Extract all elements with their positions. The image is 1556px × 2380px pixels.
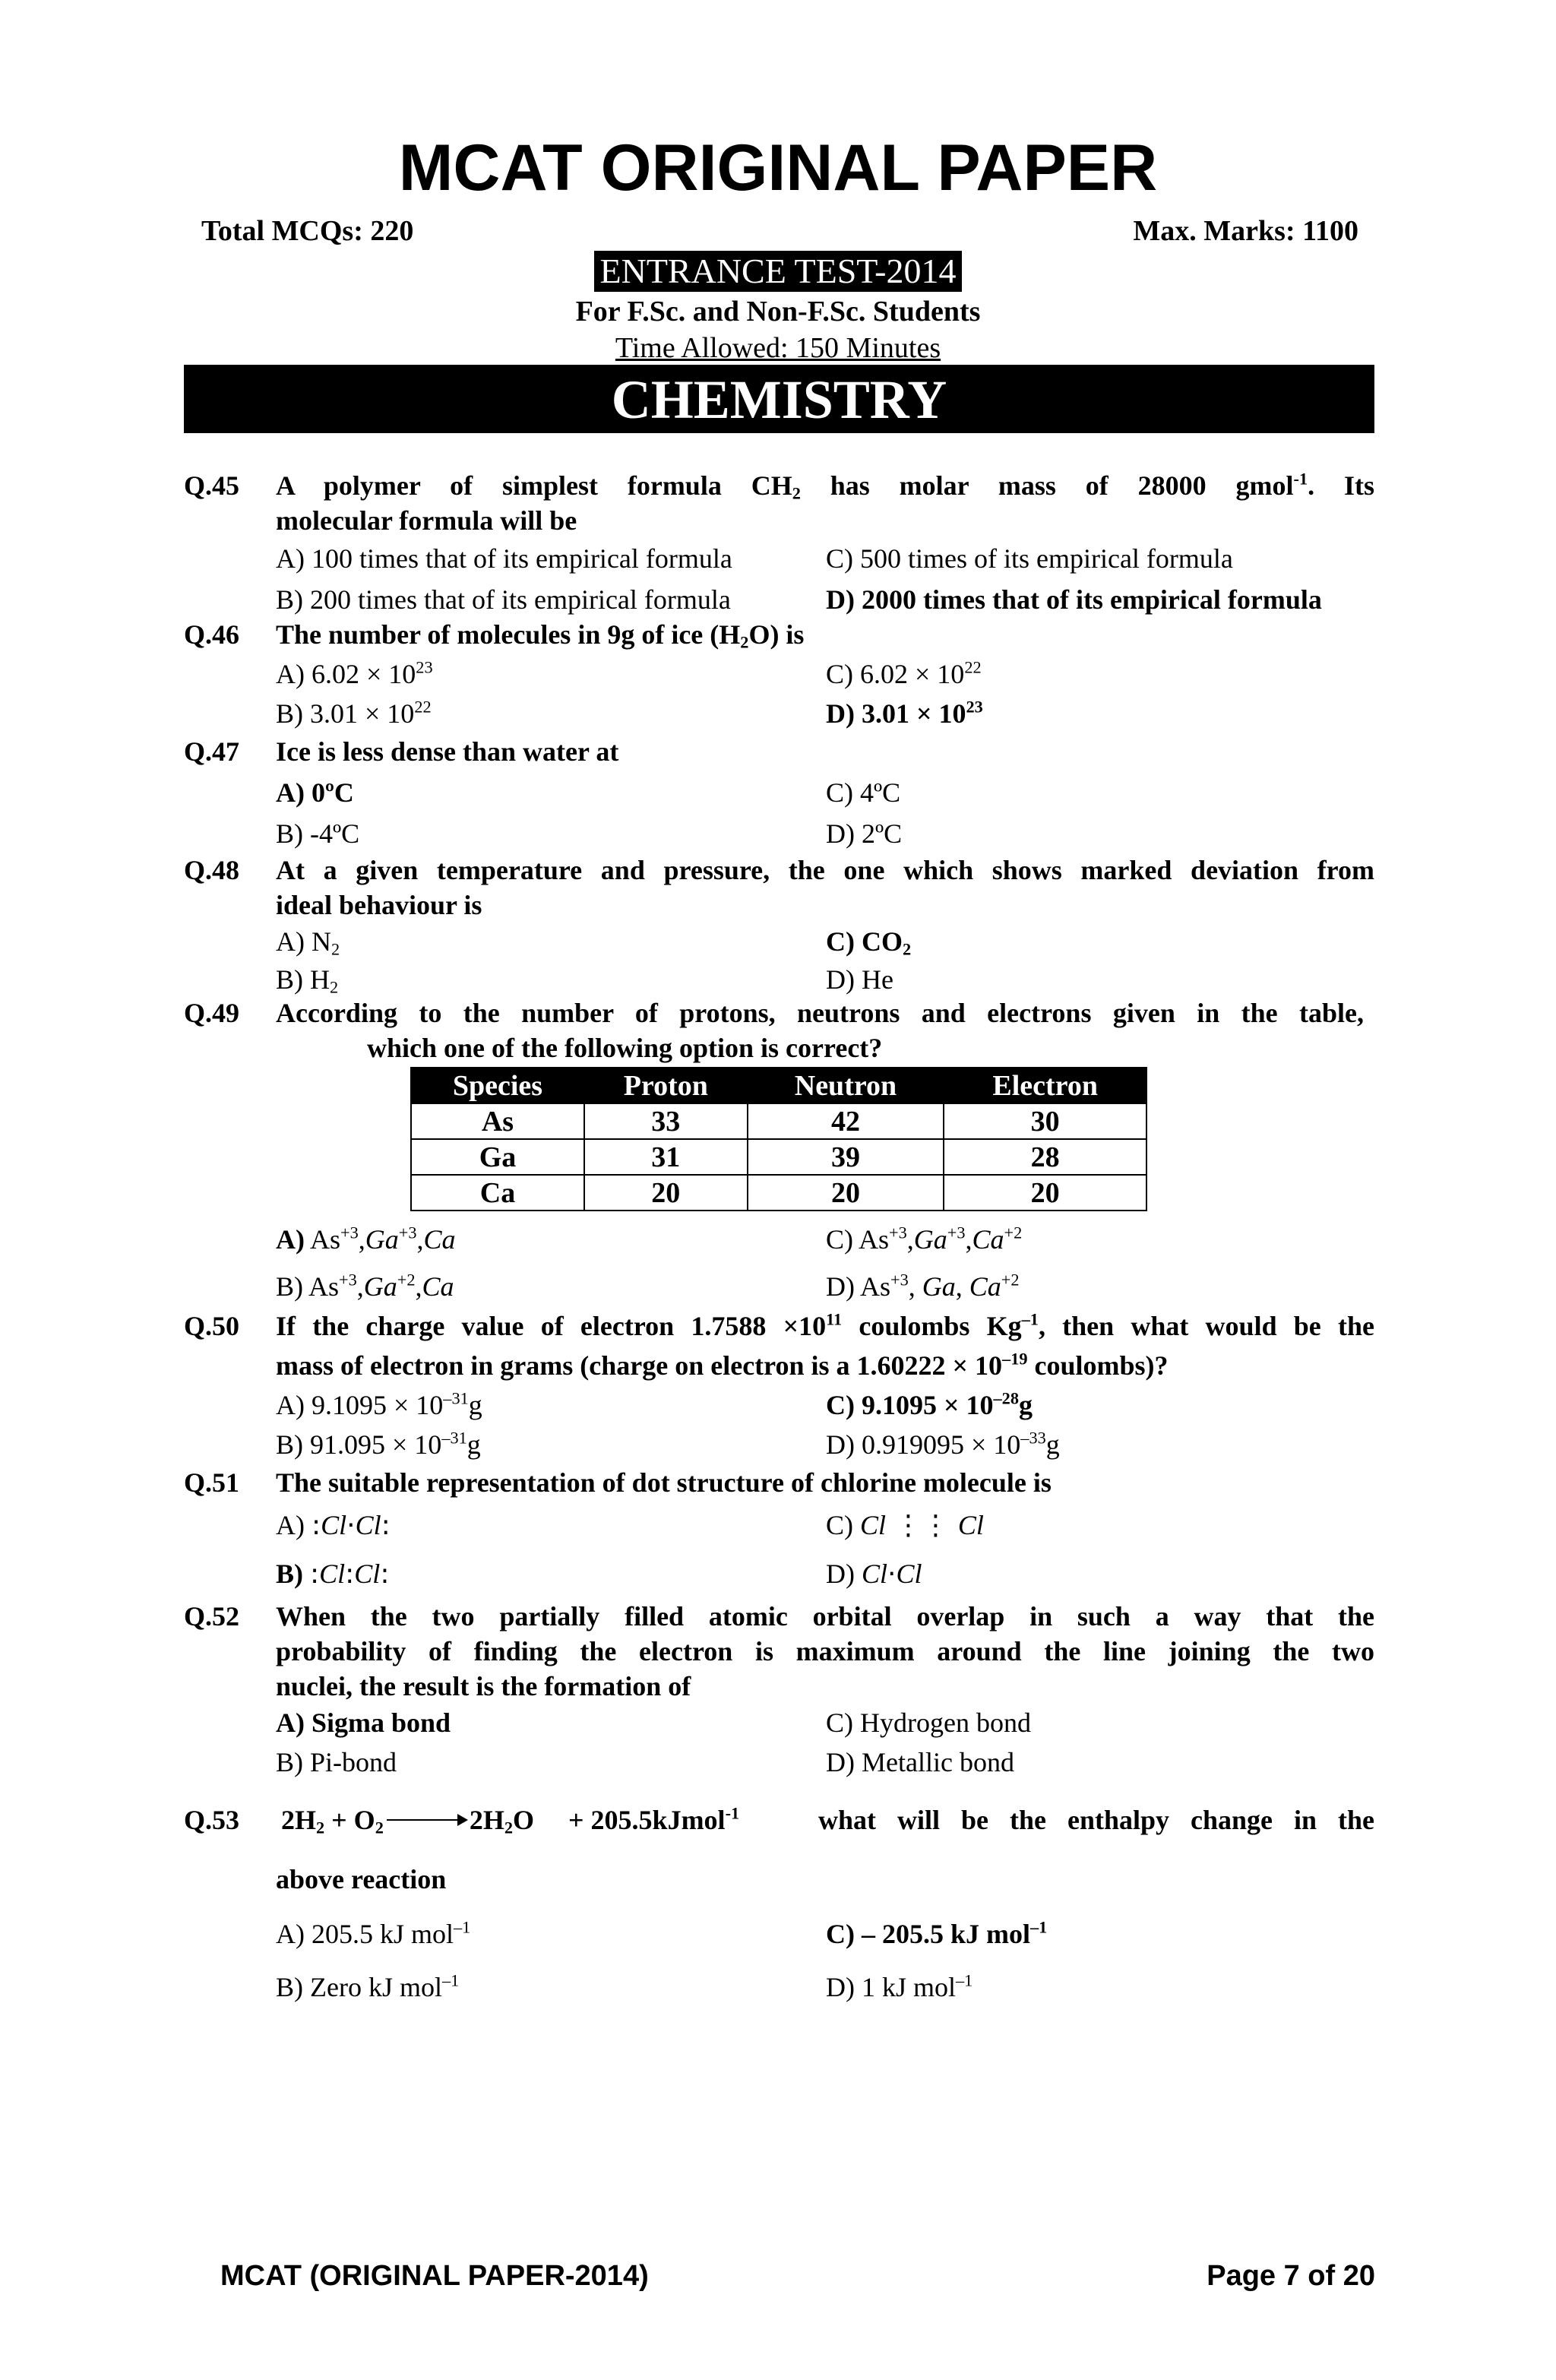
question-number: Q.46	[184, 619, 240, 650]
question-text: which one of the following option is correct?	[367, 1033, 883, 1063]
question-text: nuclei, the result is the formation of	[276, 1671, 691, 1701]
species-table	[410, 1067, 1147, 1211]
question-text: molecular formula will be	[276, 505, 577, 536]
option-a: A) $9.1095 \times 10^{-31}g$	[276, 1388, 482, 1420]
footer-page-number: Page 7 of 20	[1207, 2260, 1375, 2292]
subject-banner: CHEMISTRY	[184, 365, 1374, 433]
question-text: The suitable representation of dot structure of chlorine molecule is	[276, 1467, 1052, 1498]
option-d: D) 2ºC	[826, 818, 903, 849]
question-number: Q.45	[184, 470, 240, 501]
question-number: Q.52	[184, 1601, 240, 1632]
question-text: According to the number of protons, neutrons and electrons given in the table,	[276, 998, 1364, 1028]
option-b-answer: B) :Cl:Cl:	[276, 1559, 390, 1590]
option-c-answer: C) $9.1095 \times 10^{-28}g$	[826, 1388, 1033, 1420]
table-row: As 33 42 30	[411, 1103, 1146, 1139]
table-row: Ca 20 20 20	[411, 1175, 1146, 1211]
option-b: B) $91.095 \times 10^{-31}g$	[276, 1428, 481, 1460]
option-a: A) 205.5 kJ mol$^{-1}$	[276, 1917, 471, 1949]
option-d: D) 1 kJ mol$^{-1}$	[826, 1970, 973, 2002]
option-d: D) Metallic bond	[826, 1747, 1014, 1777]
option-a: A) 100 times that of its empirical formula	[276, 543, 732, 574]
question-text: At a given temperature and pressure, the one which shows marked deviation from	[276, 855, 1374, 885]
option-a-answer: A) Sigma bond	[276, 1707, 451, 1738]
footer-paper-name: MCAT (ORIGINAL PAPER-2014)	[220, 2260, 649, 2292]
question-number: Q.53	[184, 1805, 240, 1835]
question-number: Q.48	[184, 855, 240, 885]
option-d-answer: D) $3.01 \times 10^{23}$	[826, 697, 983, 729]
option-c: C) $As^{+3},Ga^{+3},Ca^{+2}$	[826, 1223, 1023, 1255]
option-b: B) $3.01 \times 10^{22}$	[276, 697, 432, 729]
question-number: Q.51	[184, 1467, 240, 1498]
option-b: B) Pi-bond	[276, 1747, 397, 1777]
option-c: C) Cl ⋮⋮ Cl	[826, 1510, 984, 1541]
option-c-answer: C) – 205.5 kJ mol$^{-1}$	[826, 1917, 1048, 1949]
paper-title: MCAT ORIGINAL PAPER	[398, 131, 1158, 204]
option-d: D) $As^{+3}$, Ga, $Ca^{+2}$	[826, 1270, 1020, 1302]
option-a: A) :Cl·Cl:	[276, 1510, 391, 1541]
total-mcqs: Total MCQs: 220	[201, 215, 414, 247]
option-b: B) Zero kJ mol$^{-1}$	[276, 1970, 460, 2002]
table-header: Electron	[944, 1068, 1146, 1103]
option-d: D) Cl·Cl	[826, 1559, 922, 1590]
question-number: Q.50	[184, 1311, 240, 1341]
option-b: B) -4ºC	[276, 818, 360, 849]
option-a: A) $N_2$	[276, 926, 340, 959]
question-number: Q.49	[184, 998, 240, 1028]
option-c: C) 4ºC	[826, 777, 901, 808]
option-b: B) $As^{+3},Ga^{+2},Ca$	[276, 1270, 454, 1302]
question-text: what will be the enthalpy change in the	[818, 1805, 1374, 1835]
question-text: If the charge value of electron $1.7588 \times 10^{11}$ coulombs $Kg^{-1}$, then what would be the	[276, 1309, 1374, 1341]
option-a-answer: A) $As^{+3},Ga^{+3},Ca$	[276, 1223, 456, 1255]
option-a: A) $6.02 \times 10^{23}$	[276, 657, 433, 689]
table-header-row	[411, 1068, 1146, 1103]
question-text: ideal behaviour is	[276, 890, 482, 920]
table-row: Ga 31 39 28	[411, 1139, 1146, 1175]
reaction-equation: $2H_2 + O_2$ $2H_2O$ + 205.5kJmol$^{-1}$	[281, 1803, 740, 1837]
option-b: B) 200 times that of its empirical formula	[276, 584, 731, 615]
option-d: D) $0.919095 \times 10^{-33}g$	[826, 1428, 1060, 1460]
question-number: Q.47	[184, 736, 240, 767]
option-c-answer: C) $CO_2$	[826, 926, 912, 959]
option-d-answer: D) 2000 times that of its empirical formula	[826, 584, 1322, 615]
arrow-icon	[387, 1819, 466, 1821]
option-b: B) $H_2$	[276, 964, 339, 997]
option-c: C) 500 times of its empirical formula	[826, 543, 1233, 574]
option-c: C) Hydrogen bond	[826, 1707, 1031, 1738]
question-text: The number of molecules in 9g of ice $(H_2O)$ is	[276, 619, 805, 652]
question-text: probability of finding the electron is maximum around the line joining the two	[276, 1636, 1374, 1666]
option-a-answer: A) 0ºC	[276, 777, 354, 808]
option-d: D) He	[826, 964, 893, 995]
table-header: Neutron	[748, 1068, 944, 1103]
question-text: A polymer of simplest formula $CH_2$ has molar mass of 28000 gmol$^{-1}$. Its	[276, 469, 1374, 503]
question-text: mass of electron in grams (charge on electron is a $1.60222 \times 10^{-19}$ coulombs)?	[276, 1349, 1169, 1381]
students-line: For F.Sc. and Non-F.Sc. Students	[575, 296, 981, 328]
option-c: C) $6.02 \times 10^{22}$	[826, 657, 982, 689]
question-text: Ice is less dense than water at	[276, 736, 619, 767]
max-marks: Max. Marks: 1100	[1133, 215, 1358, 247]
question-text: When the two partially filled atomic orbital overlap in such a way that the	[276, 1601, 1374, 1632]
table-header: Proton	[584, 1068, 748, 1103]
entrance-test-banner: ENTRANCE TEST-2014	[594, 251, 963, 292]
question-text: above reaction	[276, 1864, 447, 1894]
table-header: Species	[411, 1068, 584, 1103]
time-allowed: Time Allowed: 150 Minutes	[615, 332, 941, 364]
